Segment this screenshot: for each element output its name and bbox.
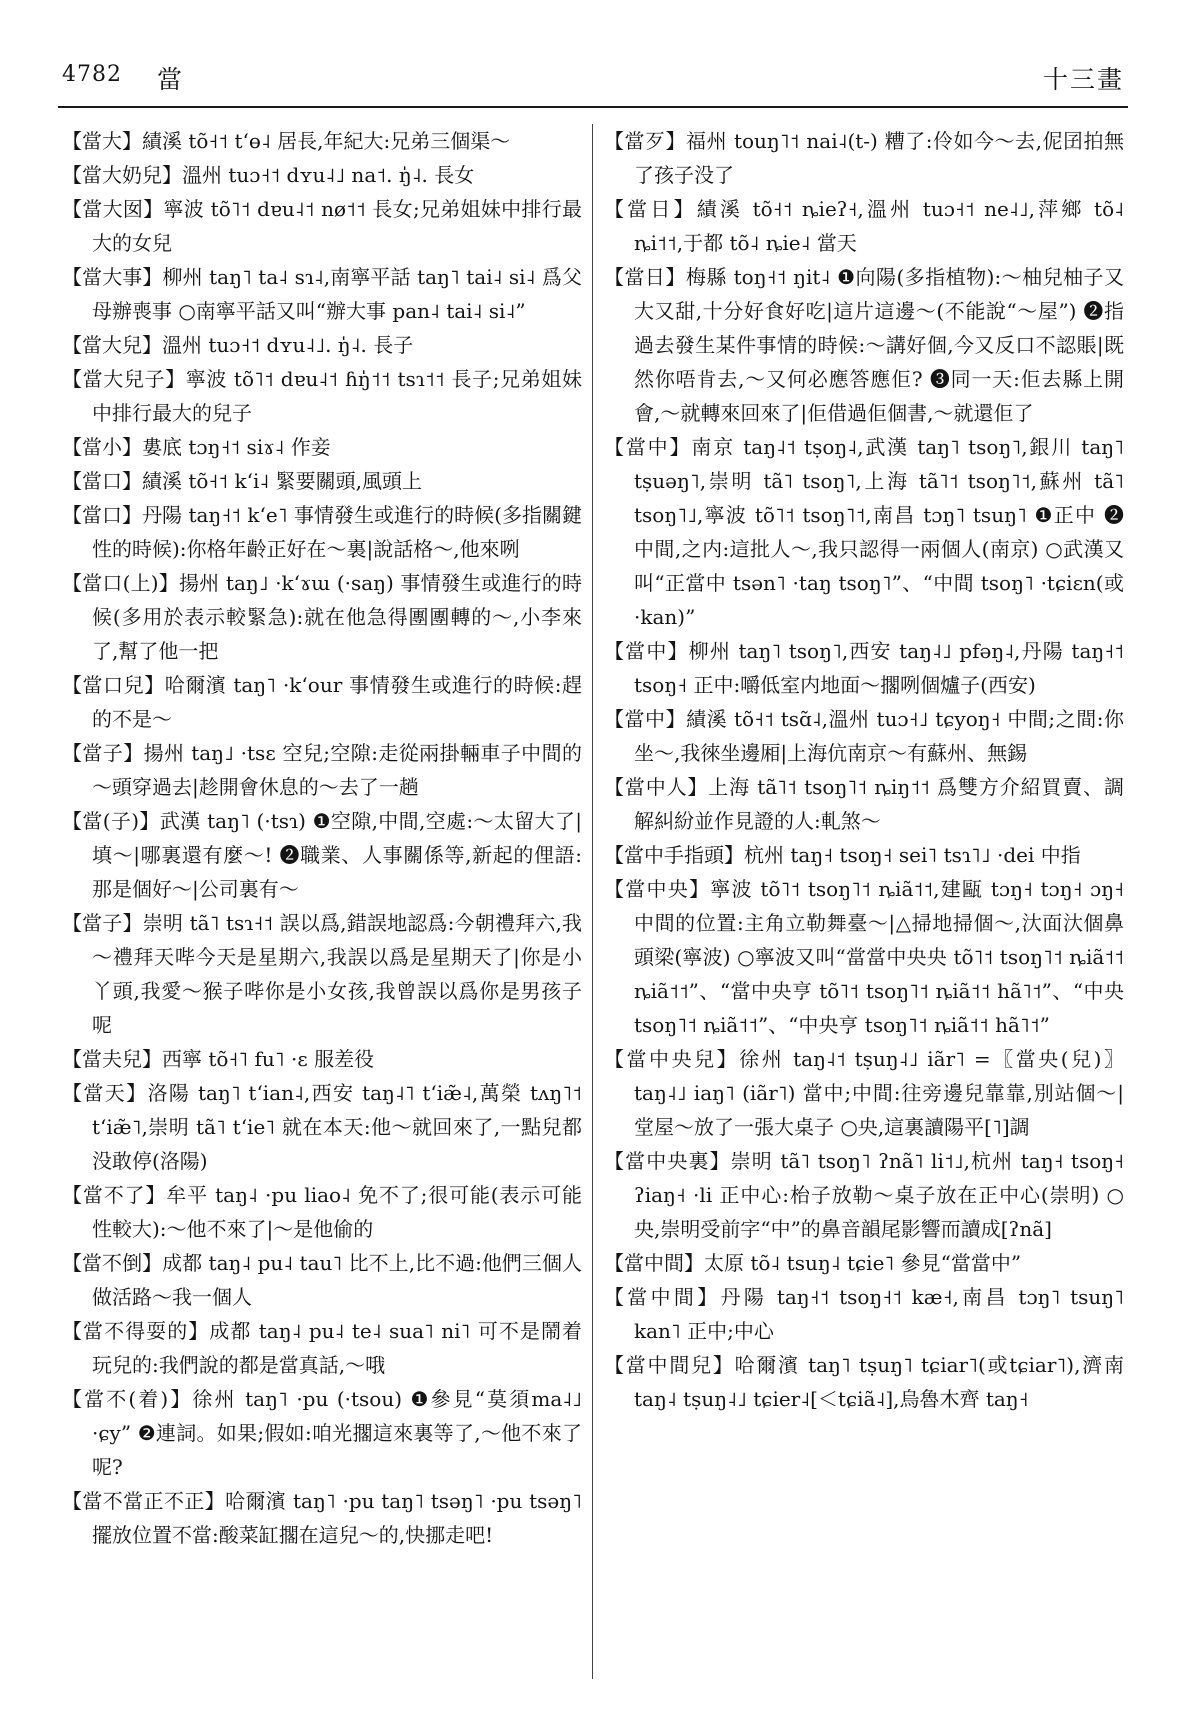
dictionary-entry: 【當夫兒】西寧 tõ˧˥ fu˥ ·ɛ 服差役 (62, 1047, 375, 1071)
head-character: 當 (157, 65, 183, 94)
dictionary-entry: 【當大奶兒】溫州 tuɔ˧˦ dʏu˨˩ na˦. ŋ̍˨. 長女 (62, 163, 475, 187)
dictionary-entry: 【當口】丹陽 taŋ˧˦ kʻe˥ 事情發生或進行的時候(多指關鍵性的時候):你格年齡正好在～裏|說話格～,他來咧 (62, 503, 582, 561)
dictionary-entry: 【當中間】丹陽 taŋ˧˦ tsoŋ˧˦ kæ˧,南昌 tɔŋ˥ tsuŋ˥ kan˥ 正中;中心 (604, 1285, 1124, 1343)
dictionary-entry: 【當口兒】哈爾濱 taŋ˥ ·kʻour 事情發生或進行的時候:趕的不是～ (62, 673, 582, 731)
dictionary-entry: 【當子】崇明 tã˥ tsɿ˧˦ 誤以爲,錯誤地認爲:今朝禮拜六,我～禮拜天哔今天是星期六,我誤以爲是星期天了|你是小丫頭,我愛～猴子哔你是小女孩,我曾誤以爲你是男孩子呢 (62, 911, 582, 1037)
dictionary-entry: 【當中】柳州 taŋ˥ tsoŋ˥,西安 taŋ˨˩ pfəŋ˨,丹陽 taŋ˧˦ tsoŋ˧ 正中:嚼低室内地面～擱咧個爐子(西安) (604, 639, 1124, 697)
dictionary-entry: 【當不倒】成都 taŋ˨ pu˨ tau˥ 比不上,比不過:他們三個人做活路～我一個人 (62, 1251, 582, 1309)
dictionary-entry: 【當中間兒】哈爾濱 taŋ˥ tṣuŋ˥ tɕiar˥(或tɕiar˥),濟南 taŋ˨ tṣuŋ˨˩ tɕier˨[＜tɕiã˨],烏魯木齊 taŋ˧ (604, 1353, 1124, 1411)
dictionary-entry: 【當中央兒】徐州 taŋ˨˦ tṣuŋ˨˩ iãr˥ =〖當央(兒)〗 taŋ˨˩ iaŋ˥ (iãr˥) 當中;中間:往旁邊兒靠靠,別站個～|堂屋～放了一張大桌子 ○央,這裏讀陽平[˥]調 (604, 1047, 1124, 1139)
dictionary-entry: 【當大兒子】寧波 tõ˥˦ dɐu˨˦ ɦŋ̍˦˦ tsɿ˦˦ 長子;兄弟姐妹中排行最大的兒子 (62, 367, 582, 425)
dictionary-entry: 【當不當正不正】哈爾濱 taŋ˥ ·pu taŋ˥ tsəŋ˥ ·pu tsəŋ˥ 擺放位置不當:酸菜缸擱在這兒～的,快挪走吧! (62, 1489, 582, 1547)
dictionary-entry: 【當大事】柳州 taŋ˥ ta˨ sɿ˨,南寧平話 taŋ˥ tai˨ si˨ 爲父母辦喪事 ○南寧平話又叫“辦大事 pan˨ tai˨ si˨” (62, 265, 582, 323)
dictionary-entry: 【當不(着)】徐州 taŋ˥ ·pu (·tsou) ❶參見“莫須ma˨˩ ·ɕy” ❷連詞。如果;假如:咱光擱這來裏等了,～他不來了呢? (62, 1387, 582, 1479)
dictionary-entry: 【當中央】寧波 tõ˥˦ tsoŋ˥˦ ȵiã˦˦,建甌 tɔŋ˧ tɔŋ˧ ɔŋ˧ 中間的位置:主角立勒舞臺～|△掃地掃個～,汏面汏個鼻頭梁(寧波) ○寧波又叫“當當中央央 tõ˥˦ tsoŋ˥˦ ȵiã˦˦ ȵiã˦˦”、“當中央亨 tõ˥˦ tsoŋ˥˦ ȵiã˦˦ hã˥˦”、“中央 tsoŋ˥˦ ȵiã˦˦”、“中央亨 tsoŋ˥˦ ȵiã˦˦ hã˥˦” (604, 877, 1124, 1037)
section-name: 十三畫 (1042, 65, 1124, 94)
dictionary-entry: 【當小】婁底 tɔŋ˧˦ siɤ˨ 作妾 (62, 435, 331, 459)
header-rule (58, 106, 1128, 108)
dictionary-entry: 【當子】揚州 taŋ˩ ·tsɛ 空兒;空隙:走從兩掛輛車子中間的～頭穿過去|趁開會休息的～去了一趟 (62, 741, 582, 799)
dictionary-entry: 【當天】洛陽 taŋ˥ tʻian˨,西安 taŋ˨˥ tʻiæ̃˨,萬榮 tʌŋ˥˦ tʻiæ̃˥,崇明 tã˥ tʻie˥ 就在本天:他～就回來了,一點兒都没敢停(洛陽) (62, 1081, 582, 1173)
dictionary-entry: 【當(子)】武漢 taŋ˥ (·tsɿ) ❶空隙,中間,空處:～太留大了|填～|哪裏還有麼～! ❷職業、人事關係等,新起的俚語:那是個好～|公司裏有～ (62, 809, 582, 901)
dictionary-entry: 【當大】績溪 tõ˧˦ tʻɵ˨ 居長,年紀大:兄弟三個渠～ (62, 129, 511, 153)
page-number: 4782 (62, 62, 122, 87)
dictionary-entry: 【當日】績溪 tõ˧˦ ȵieʔ˧,溫州 tuɔ˧˦ ne˨˩,萍鄉 tõ˨ ȵi˦˦,于都 tõ˨ ȵie˨ 當天 (604, 197, 1124, 255)
dictionary-entry: 【當不了】牟平 taŋ˨ ·pu liao˨ 免不了;很可能(表示可能性較大):～他不來了|～是他偷的 (62, 1183, 582, 1241)
dictionary-entry: 【當口】績溪 tõ˧˦ kʻi˨ 緊要關頭,風頭上 (62, 469, 422, 493)
dictionary-entry: 【當中央裏】崇明 tã˥ tsoŋ˥ ʔnã˥ li˦˩,杭州 taŋ˧ tsoŋ˧ ʔiaŋ˧ ·li 正中心:枱子放勒～桌子放在正中心(崇明) ○央,崇明受前字“中”的鼻音韻尾影響而讀成[ʔnã] (604, 1149, 1124, 1241)
dictionary-entry: 【當不得耍的】成都 taŋ˨ pu˨ te˨ sua˥ ni˥ 可不是鬧着玩兒的:我們說的都是當真話,～哦 (62, 1319, 582, 1377)
dictionary-entry: 【當日】梅縣 toŋ˧˦ ŋit˨ ❶向陽(多指植物):～柚兒柚子又大又甜,十分好食好吃|這片這邊～(不能說“～屋”) ❷指過去發生某件事情的時候:～講好個,今又反口不認賬|既然你唔肯去,～又何必應答應佢? ❸同一天:佢去縣上開會,～就轉來回來了|佢借過佢個書,～就還佢了 (604, 265, 1124, 425)
dictionary-entry: 【當歹】福州 touŋ˥˦ nai˨(t-) 糟了:伶如今～去,伲囝拍無了孩子没了 (604, 129, 1124, 187)
column-divider (592, 124, 593, 1679)
page-header (62, 60, 1124, 100)
dictionary-entry: 【當中手指頭】杭州 taŋ˧ tsoŋ˧ sei˥ tsɿ˥˩ ·dei 中指 (604, 843, 1081, 867)
dictionary-entry: 【當大兒】溫州 tuɔ˧˦ dʏu˨˩. ŋ̍˨. 長子 (62, 333, 414, 357)
dictionary-entry: 【當中】南京 taŋ˨˦ tṣoŋ˨,武漢 taŋ˥ tsoŋ˥,銀川 taŋ˥ tṣuəŋ˥,崇明 tã˥ tsoŋ˥,上海 tã˥˦ tsoŋ˥˦,蘇州 tã˥ tsoŋ˥˩,寧波 tõ˥˦ tsoŋ˥˦,南昌 tɔŋ˥ tsuŋ˥ ❶正中 ❷中間,之内:這批人～,我只認得一兩個人(南京) ○武漢又叫“正當中 tsən˥ ·taŋ tsoŋ˥”、“中間 tsoŋ˥ ·tɕiɛn(或 ·kan)” (604, 435, 1124, 629)
dictionary-entry: 【當中人】上海 tã˥˦ tsoŋ˥˦ ȵiŋ˦˦ 爲雙方介紹買賣、調解糾紛並作見證的人:軋煞～ (604, 775, 1124, 833)
dictionary-entry: 【當中間】太原 tõ˨ tsuŋ˨ tɕie˥ 參見“當當中” (604, 1251, 1022, 1275)
dictionary-entry: 【當大囡】寧波 tõ˥˦ dɐu˨˦ nø˦˦ 長女;兄弟姐妹中排行最大的女兒 (62, 197, 582, 255)
right-column (604, 124, 1124, 1684)
dictionary-entry: 【當中】績溪 tõ˧˦ tsɑ̃˨,溫州 tuɔ˧˩ tɕyoŋ˧ 中間;之間:你坐～,我徠坐邊厢|上海伉南京～有蘇州、無錫 (604, 707, 1124, 765)
dictionary-entry: 【當口(上)】揚州 taŋ˩ ·kʻɤɯ (·saŋ) 事情發生或進行的時候(多用於表示較緊急):就在他急得團團轉的～,小李來了,幫了他一把 (62, 571, 582, 663)
left-column (62, 124, 582, 1684)
